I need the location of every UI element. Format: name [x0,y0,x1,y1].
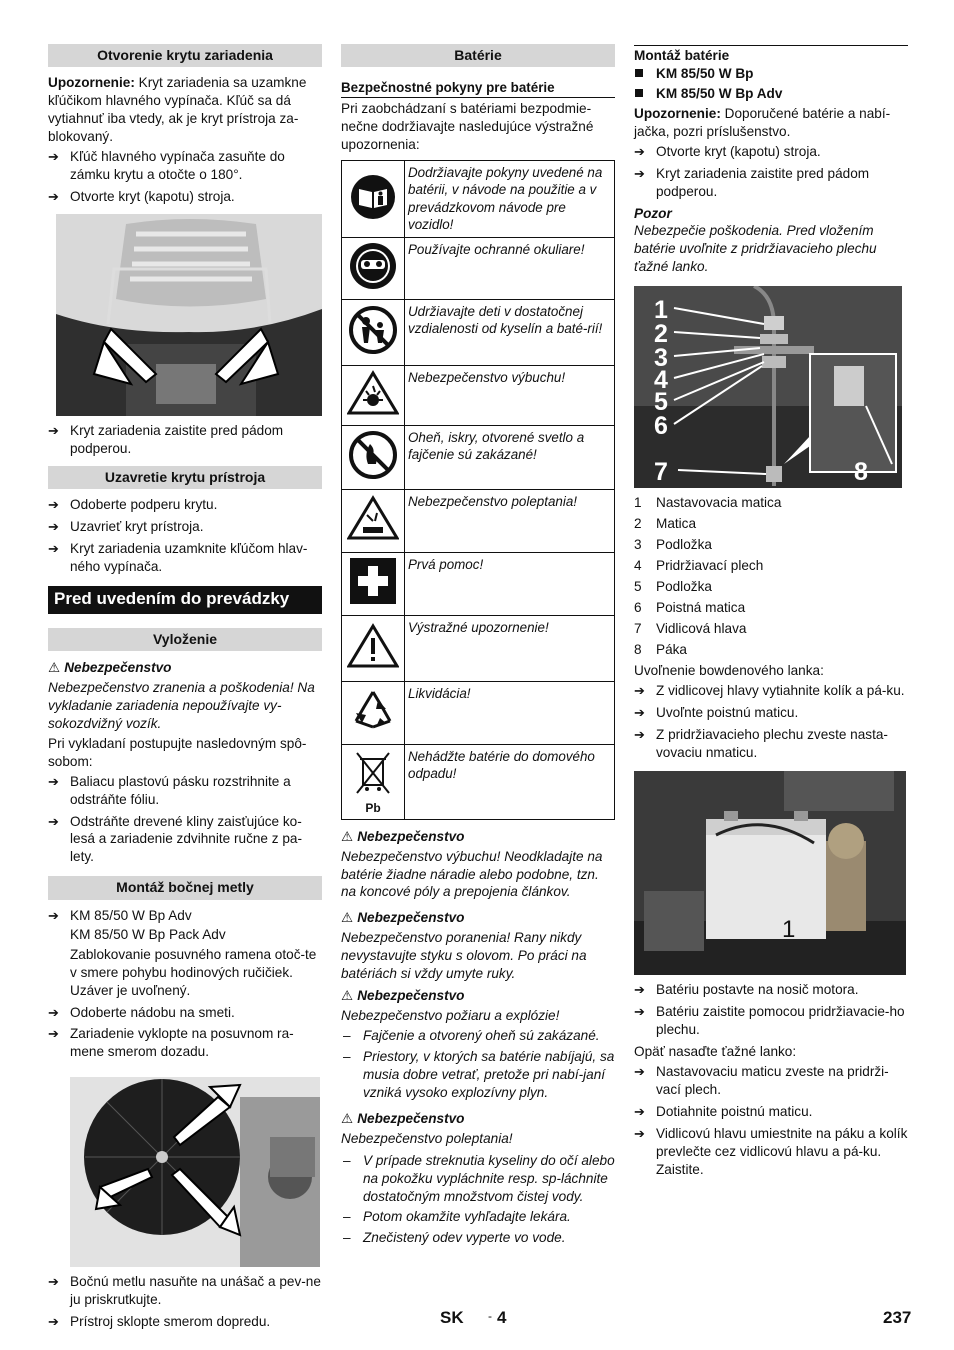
first-aid-icon [342,552,405,615]
page-number: 237 [883,1308,912,1327]
legend-item: 5 Podložka [634,579,712,594]
step: ➔ Otvorte kryt (kapotu) stroja. [48,188,322,206]
step: ➔ Baliacu plastovú pásku rozstrihnite a odstráňte fóliu. [48,773,322,809]
legend-item: 1 Nastavovacia matica [634,495,782,511]
safety-text: Nebezpečenstvo výbuchu! [405,365,615,425]
dash-item: – Znečistený odev vyperte vo vode. [341,1229,615,1247]
step: ➔ Batériu zaistite pomocou pridržiavacie-ho plechu. [634,1003,908,1039]
step: ➔ Odstráňte drevené kliny zaisťujúce ko-lesá a zariadenie zdvihnite ručne z pa-lety. [48,813,322,867]
safety-table [341,160,615,820]
danger-text: Nebezpečenstvo zranenia a poškodenia! Na vykladanie zariadenia nepoužívajte vy-sokozdvižný vozík. [48,679,315,731]
heading-unloading: Vyloženie [48,628,322,651]
paragraph: Opäť nasaďte ťažné lanko: [634,1044,797,1060]
caution-text: Nebezpečie poškodenia. Pred vložením batérie uvoľnite z pridržiavacieho plechu ťažné lanko. [634,223,877,275]
danger-text: Nebezpečenstvo poleptania! [341,1130,513,1146]
callout-5: 5 [654,388,668,417]
goggles-icon [342,237,405,299]
step: ➔ Batériu postavte na nosič motora. [634,981,908,999]
heading-battery-mount: Montáž batérie [634,45,908,65]
photo-bowden-cable [634,286,902,488]
note: Upozornenie: Doporučené batérie a nabí-jačka, pozri príslušenstvo. [634,105,891,139]
warning-triangle-icon: ⚠ [341,828,354,844]
safety-text: Nehádžte batérie do domového odpadu! [405,744,615,819]
safety-text: Oheň, iskry, otvorené svetlo a fajčenie sú zakázané! [405,425,615,489]
legend-item: 6 Poistná matica [634,599,746,615]
hood-illustration [56,214,322,416]
note: Upozornenie: Kryt zariadenia sa uzamkne kľúčikom hlavného vypínača. Kľúč sa dá vytiahnuť iba vtedy, ak je kryt prístroja za-blokovaný. [48,75,307,145]
callout-1: 1 [782,916,796,944]
callout-6: 6 [654,412,668,441]
step: ➔ Zariadenie vyklopte na posuvnom ra-mene smerom dozadu. [48,1025,322,1061]
subheading: Bezpečnostné pokyny pre batérie [341,79,615,98]
paragraph: Pri vykladaní postupujte nasledovným spô-sobom: [48,735,307,769]
callout-4: 4 [654,366,668,395]
dash-item: – V prípade streknutia kyseliny do očí alebo na pokožku vypláchnite resp. sp-láchnite dostatočným množstvom čistej vody. [341,1152,615,1206]
safety-text: Dodržiavajte pokyny uvedené na batérii, v návode na použitie a v prevádzkovom návode pre vozidlo! [405,160,615,237]
model-item: KM 85/50 W Bp Adv [634,85,908,103]
legend-item: 8 Páka [634,641,687,657]
dash-item: – Priestory, v ktorých sa batérie nabíjajú, sa musia dobre vetrať, pretože pri nabí-janí vzniká vysoko explozívny plyn. [341,1048,615,1102]
step: ➔ Dotiahnite poistnú maticu. [634,1103,908,1121]
manual-icon [342,160,405,237]
safety-text: Prvá pomoc! [405,552,615,615]
danger-label: ⚠ Nebezpečenstvo [341,988,465,1004]
safety-text: Používajte ochranné okuliare! [405,237,615,299]
step: ➔ Odoberte nádobu na smeti. [48,1004,322,1022]
heading-side-brush: Montáž bočnej metly [48,876,322,899]
dash-item: – Fajčenie a otvorený oheň sú zakázané. [341,1027,615,1045]
caution-label: Pozor [634,205,672,221]
photo-side-brush [70,1077,320,1267]
step: ➔ Uzavrieť kryt prístroja. [48,518,322,536]
step: ➔ Kryt zariadenia uzamknite kľúčom hlav-ného vypínača. [48,540,322,576]
paragraph: Uvoľnenie bowdenového lanka: [634,662,824,678]
recycle-icon [342,681,405,744]
callout-1: 1 [654,296,668,325]
safety-text: Nebezpečenstvo poleptania! [405,489,615,552]
heading-batteries: Batérie [341,44,615,67]
model-item: KM 85/50 W Bp [634,65,908,83]
model-line: KM 85/50 W Bp Pack Adv [70,926,226,942]
safety-text: Výstražné upozornenie! [405,615,615,681]
no-bin-icon [342,744,405,819]
legend-item: 4 Pridržiavací plech [634,558,764,574]
paragraph: Zablokovanie posuvného ramena otoč-te v smere pohybu hodinových ručičiek. Uzáver je uvoľnený. [70,946,317,998]
paragraph: Pri zaobchádzaní s batériami bezpodmie-nečne dodržiavajte nasledujúce výstražné upozornenia: [341,101,594,153]
footer-dash: - [488,1309,492,1323]
no-fire-icon [342,425,405,489]
dash-item: – Potom okamžite vyhľadajte lekára. [341,1208,615,1226]
column-2 [341,44,615,1250]
legend-item: 7 Vidlicová hlava [634,620,747,636]
danger-label: ⚠ Nebezpečenstvo [341,1110,465,1126]
footer-language: SK [440,1308,464,1327]
step: ➔ Kryt zariadenia zaistite pred pádom podperou. [48,422,322,458]
cable-illustration [634,286,902,488]
callout-8: 8 [854,458,868,487]
corrosive-icon [342,489,405,552]
danger-label: ⚠ Nebezpečenstvo [48,660,172,676]
footer-section: 4 [497,1308,507,1327]
explosion-icon [342,365,405,425]
danger-text: Nebezpečenstvo výbuchu! Neodkladajte na batérie žiadne náradie alebo podobne, tzn. na koncové póly a prepojenia článkov. [341,848,603,900]
safety-text: Udržiavajte deti v dostatočnej vzdialenosti od kyselín a baté-rií! [405,299,615,365]
section-title: Pred uvedením do prevádzky [48,586,322,613]
column-3 [634,44,908,1183]
no-children-icon [342,299,405,365]
step: ➔ Z pridržiavacieho plechu zveste nasta-vovaciu nmaticu. [634,726,908,762]
legend-item: 2 Matica [634,516,697,532]
step: ➔ Vidlicovú hlavu umiestnite na páku a kolík prevlečte cez vidlicovú hlavu a pá-ku. Zaistite. [634,1125,908,1179]
warning-triangle-icon: ⚠ [341,1110,354,1126]
step: ➔ Bočnú metlu nasuňte na unášač a pev-ne ju priskrutkujte. [48,1273,322,1309]
step: ➔ Odoberte podperu krytu. [48,496,322,514]
warning-icon [342,615,405,681]
callout-7: 7 [654,458,668,487]
heading-open-cover: Otvorenie krytu zariadenia [48,44,322,67]
brush-illustration [70,1077,320,1267]
step: ➔ Uvoľnte poistnú maticu. [634,704,908,722]
callout-2: 2 [654,320,668,349]
column-1 [48,44,322,1335]
battery-illustration [634,771,906,975]
step: ➔ Prístroj sklopte smerom dopredu. [48,1313,322,1331]
safety-text: Likvidácia! [405,681,615,744]
step: ➔ Otvorte kryt (kapotu) stroja. [634,143,908,161]
legend-item: 3 Podložka [634,537,712,553]
warning-triangle-icon: ⚠ [341,910,354,926]
step: ➔ Nastavovaciu maticu zveste na pridrži-vací plech. [634,1063,908,1099]
step: ➔ Z vidlicovej hlavy vytiahnite kolík a pá-ku. [634,682,908,700]
step: ➔ KM 85/50 W Bp Adv [48,907,322,925]
heading-close-cover: Uzavretie krytu prístroja [48,466,322,489]
step: ➔ Kryt zariadenia zaistite pred pádom podperou. [634,165,908,201]
danger-label: ⚠ Nebezpečenstvo [341,828,465,844]
photo-open-hood [56,214,322,416]
danger-label: ⚠ Nebezpečenstvo [341,910,465,926]
danger-text: Nebezpečenstvo poranenia! Rany nikdy nevystavujte styku s olovom. Po práci na batériách si vždy umyte ruky. [341,930,587,982]
warning-triangle-icon: ⚠ [48,660,61,676]
warning-triangle-icon: ⚠ [341,988,354,1004]
step: ➔ Kľúč hlavného vypínača zasuňte do zámku krytu a otočte o 180°. [48,148,322,184]
pb-label: Pb [365,800,381,815]
callout-3: 3 [654,344,668,373]
photo-battery [634,771,906,975]
danger-text: Nebezpečenstvo požiaru a explózie! [341,1008,560,1024]
